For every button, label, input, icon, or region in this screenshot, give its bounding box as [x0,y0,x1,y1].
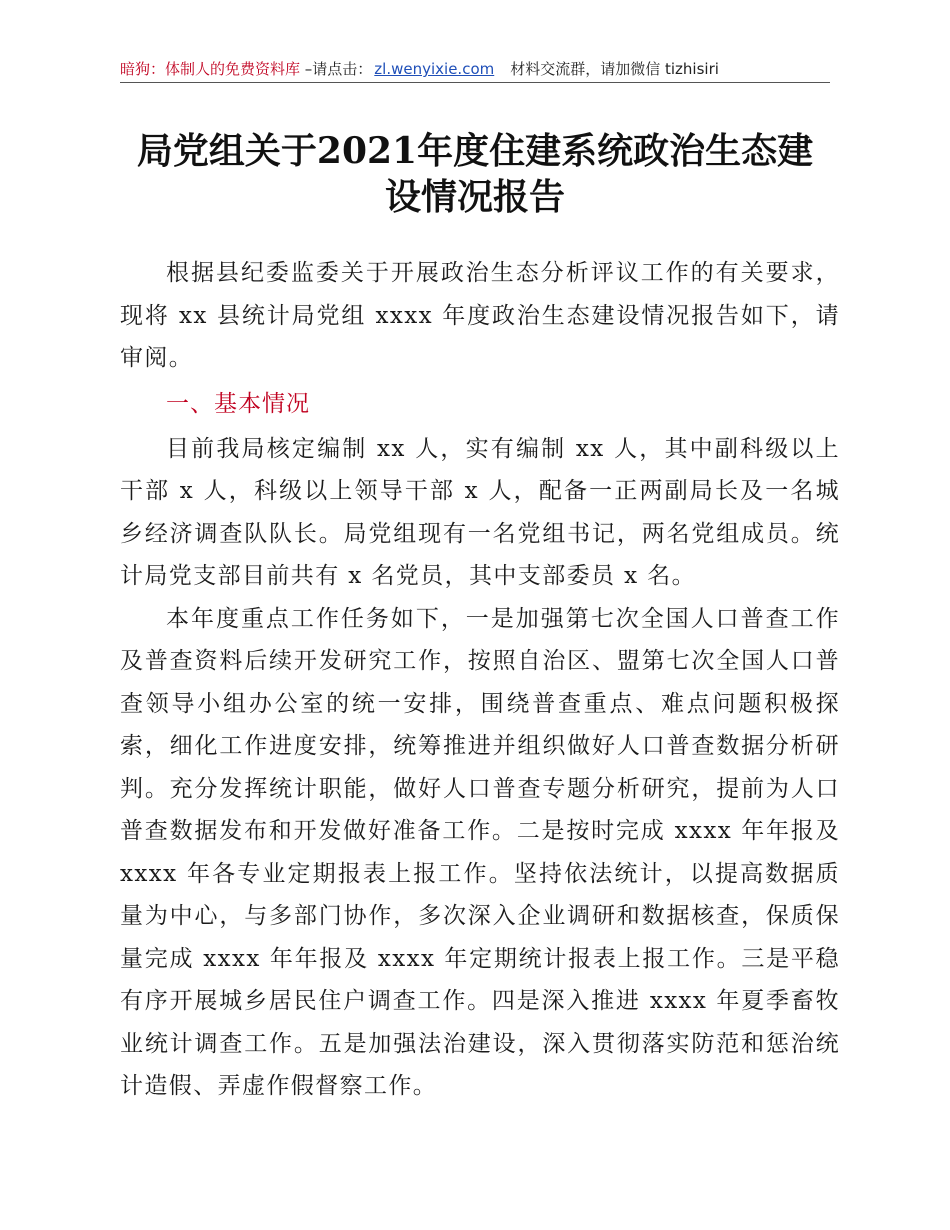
header-prompt: –请点击： [300,60,373,78]
header-brand: 暗狗：体制人的免费资料库 [120,60,301,78]
intro-paragraph: 根据县纪委监委关于开展政治生态分析评议工作的有关要求，现将 xx 县统计局党组 xxxx 年度政治生态建设情况报告如下，请审阅。 [120,260,840,371]
document-body [120,252,840,1108]
header-group-note: 材料交流群，请加微信 tizhisiri [510,60,719,78]
key-tasks-paragraph: 本年度重点工作任务如下，一是加强第七次全国人口普查工作及普查资料后续开发研究工作，按照自治区、盟第七次全国人口普查领导小组办公室的统一安排，围绕普查重点、难点问题积极探索，细化工作进度安排，统筹推进并组织做好人口普查数据分析研判。充分发挥统计职能，做好人口普查专题分析研究，提前为人口普查数据发布和开发做好准备工作。二是按时完成 xxxx 年年报及 xxxx 年各专业定期报表上报工作。坚持依法统计，以提高数据质量为中心，与多部门协作，多次深入企业调研和数据核查，保质保量完成 xxxx 年年报及 xxxx 年定期统计报表上报工作。三是平稳有序开展城乡居民住户调查工作。四是深入推进 xxxx 年夏季畜牧业统计调查工作。五是加强法治建设，深入贯彻落实防范和惩治统计造假、弄虚作假督察工作。 [120,605,840,1099]
staffing-paragraph: 目前我局核定编制 xx 人，实有编制 xx 人，其中副科级以上干部 x 人，科级以上领导干部 x 人，配备一正两副局长及一名城乡经济调查队队长。局党组现有一名党组书记，两名党组成员。统计局党支部目前共有 x 名党员，其中支部委员 x 名。 [120,435,840,589]
document-title: 局党组关于2021年度住建系统政治生态建设情况报告 [136,130,814,218]
header-divider [120,82,830,83]
section-heading-basic: 一、基本情况 [166,390,310,417]
page-header [120,56,830,82]
header-link[interactable]: zl.wenyixie.com [374,60,495,78]
